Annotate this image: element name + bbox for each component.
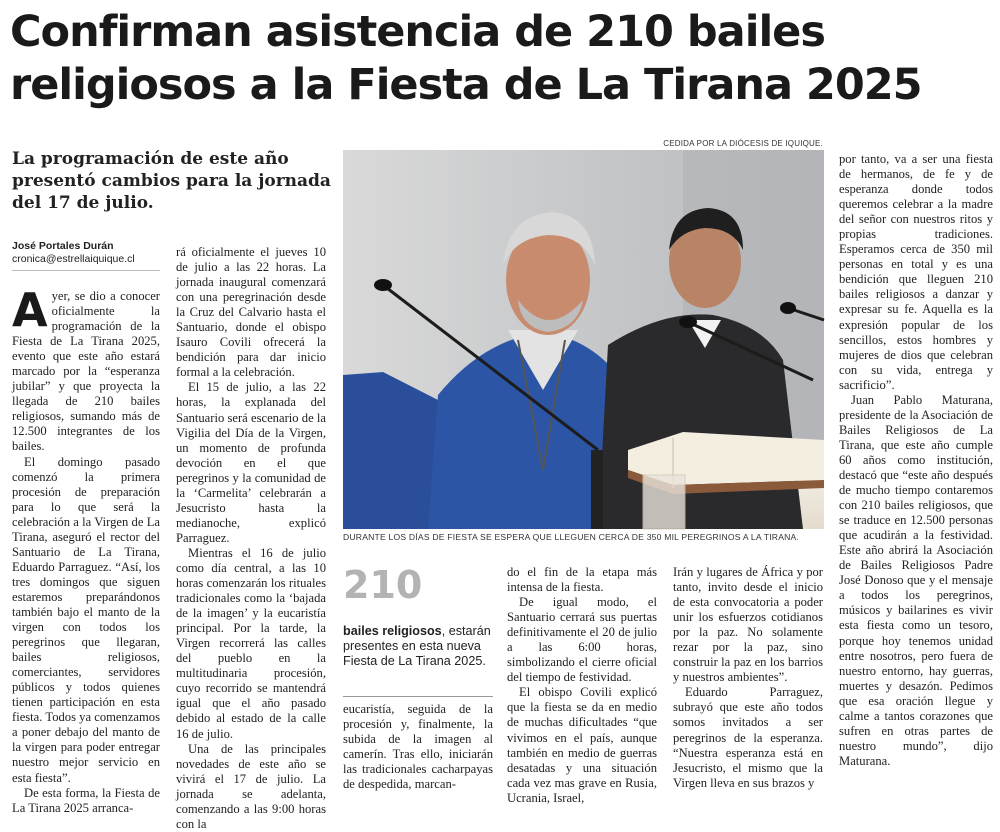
paragraph: De igual modo, el Santuario cerrará sus puertas definitivamente el 20 de julio a las 6:00 horas, simbolizando el cierre oficial del tiempo de festividad. [507, 595, 657, 685]
stat-rule [343, 696, 493, 697]
byline-rule [12, 270, 160, 271]
headline: Confirman asistencia de 210 bailes religiosos a la Fiesta de La Tirana 2025 [10, 7, 922, 110]
paragraph: El domingo pasado comenzó la primera procesión de preparación para lo que será la celebración a la Virgen de La Tirana, aseguró el rector del Santuario de La Tirana, Eduardo Parraguez. “Así, los tres domingos que siguen estaremos preparándonos también bajo el manto de la virgen con todos los peregrinos que llegaran, bailes religiosos, comerciantes, servidores públicos y todos quienes tienen participación en esta fiesta. Todos ya comenzamos a poner debajo del manto de la virgen para poder entregar nuestro mejor servicio en esta fiesta”. [12, 454, 160, 785]
paragraph: Una de las principales novedades de este año se vivirá el 17 de julio. La jornada se adelanta, comenzando a las 9:00 horas con la [176, 741, 326, 831]
paragraph: Eduardo Parraguez, subrayó que este año todos somos invitados a ser peregrinos de la esperanza. “Nuestra esperanza está en Jesucristo, el mismo que la Virgen lleva en sus brazos y [673, 685, 823, 790]
paragraph: rá oficialmente el jueves 10 de julio a las 22 horas. La jornada inaugural comenzará con una peregrinación desde la Cruz del Calvario hasta el Santuario, donde el obispo Isauro Covili ofrecerá la bendición para dar inicio formal a la celebración. [176, 245, 326, 380]
article-photo [343, 150, 824, 529]
stat-number: 210 [343, 563, 423, 607]
subheadline: La programación de este año presentó cambios para la jornada del 17 de julio. [12, 149, 331, 213]
article-column-2 [176, 245, 326, 832]
paragraph: por tanto, va a ser una fiesta de hermanos, de fe y de esperanza donde todos queremos celebrar a la madre del señor con nuestros ritos y propias tradiciones. Esperamos cerca de 350 mil personas en total y es una bendición que lleguen 210 bailes religiosos a danzar y expresar su fe. Aquella es la expresión popular de los sencillos, estos hombres y mujeres de dios que celebran con su vida, entrega y sacrificio”. [839, 152, 993, 392]
paragraph: El obispo Covili explicó que la fiesta se da en medio de muchas dificultades “que vivimos en el país, aunque también en medio de guerras desatadas y una situación cada vez mas grave en Rusia, Ucrania, Israel, [507, 685, 657, 805]
author-name: José Portales Durán [12, 240, 114, 252]
photo-credit: CEDIDA POR LA DIÓCESIS DE IQUIQUE. [663, 139, 823, 148]
photo-caption: DURANTE LOS DÍAS DE FIESTA SE ESPERA QUE LLEGUEN CERCA DE 350 MIL PEREGRINOS A LA TIRANA. [343, 532, 800, 542]
photo-illustration [343, 150, 824, 529]
article-column-6 [839, 152, 993, 769]
article-column-4 [507, 565, 657, 806]
paragraph: Mientras el 16 de julio como día central, a las 10 horas comenzarán los rituales tradicionales como la ‘bajada de la imagen’ y la eucaristía principal. Por la tarde, la Virgen recorrerá las calles del pueblo en la multitudinaria procesión, cuyo recorrido se mantendrá igual que el año pasado debido al estado de la calle 16 de julio. [176, 545, 326, 741]
paragraph: Irán y lugares de África y por tanto, invito desde el inicio de esta convocatoria a poder unir los esfuerzos cotidianos por la paz. No solamente rezar por la paz, sino construir la paz en los barrios y nuestros ambientes”. [673, 565, 823, 685]
paragraph: El 15 de julio, a las 22 horas, la explanada del Santuario será escenario de la Vigilia del Día de la Virgen, un momento de profunda devoción en el que peregrinos y la comunidad de la ‘Carmelita’ celebrarán a Jesucristo hasta la medianoche, explicó Parraguez. [176, 380, 326, 545]
paragraph: do el fin de la etapa más intensa de la fiesta. [507, 565, 657, 595]
paragraph: De esta forma, la Fiesta de La Tirana 2025 arranca- [12, 785, 160, 815]
author-email[interactable]: cronica@estrellaiquique.cl [12, 253, 135, 265]
article-column-1 [12, 283, 160, 816]
byline [12, 240, 162, 266]
paragraph: Juan Pablo Maturana, presidente de la Asociación de Bailes Religiosos de La Tirana, que este año cumple 60 años como institución, destacó que “este año después de mucho tiempo contaremos con 210 bailes religiosos, que se traduce en 12.500 personas que acudirán a la festividad. Este año abrirá la Asociación de Bailes Religiosos Padre José Donoso que y el mensaje a todos los peregrinos, músicos y bailarines es vivir esta fiesta como un tesoro, porque hoy tenemos unidad entre nosotros, pero fuera de nuestro entorno, hay guerras, muertes y desazón. Pedimos que esa oración llegue y calme a tantos corazones que sufren en otras partes de nuestro mundo”, dijo Maturana. [839, 392, 993, 768]
paragraph: Ayer, se dio a conocer oficialmente la programación de la Fiesta de La Tirana 2025, evento que este año estará marcado por la “esperanza jubilar” y que proyecta la llegada de 210 bailes religiosos, sumando más de 12.500 integrantes de los bailes. [12, 283, 160, 454]
stat-text: bailes religiosos, estarán presentes en esta nueva Fiesta de La Tirana 2025. [343, 624, 491, 668]
article-column-5 [673, 565, 823, 791]
drop-cap: A [12, 283, 48, 337]
article-column-3 [343, 702, 493, 792]
paragraph: eucaristía, seguida de la procesión y, finalmente, la subida de la imagen al camerín. Tras ello, iniciarán las tradicionales cacharpayas de despedida, marcan- [343, 702, 493, 792]
